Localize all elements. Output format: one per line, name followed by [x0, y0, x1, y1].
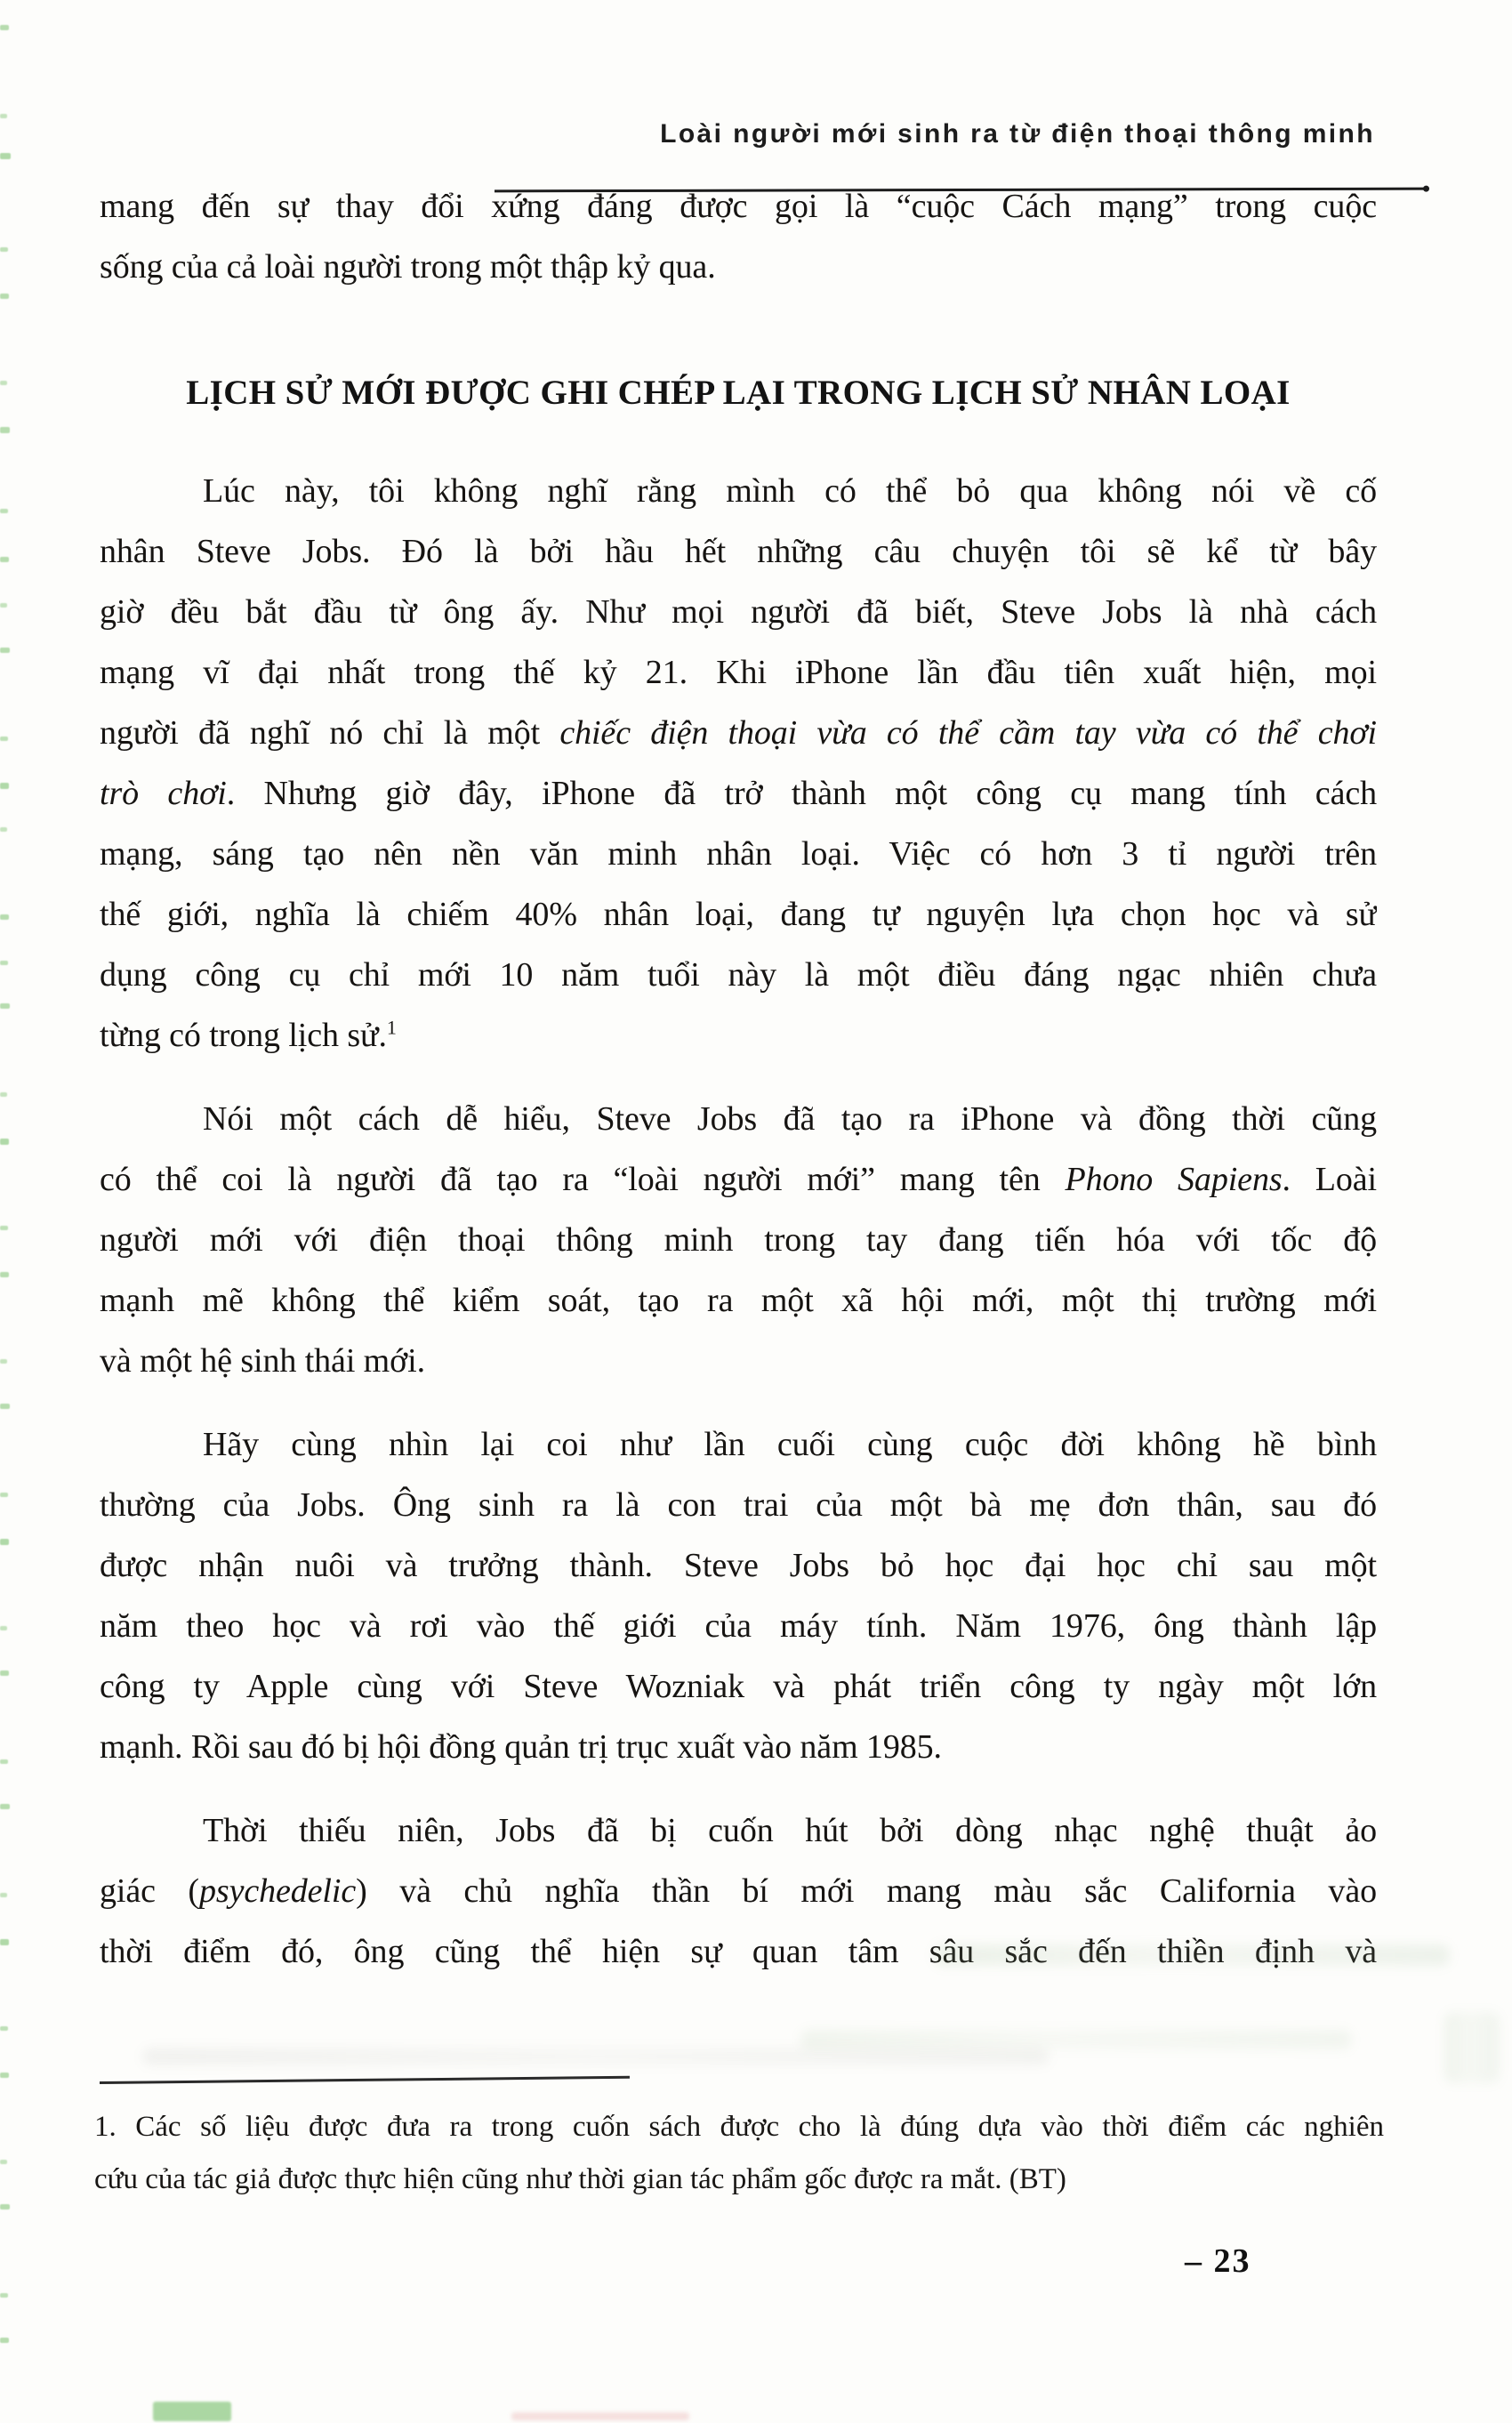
- page-edge-mark: [0, 25, 9, 30]
- bottom-green-mark: [153, 2402, 231, 2421]
- page-edge-mark: [0, 509, 8, 513]
- text-line: Thời thiếu niên, Jobs đã bị cuốn hút bởi dòng nhạc nghệ thuật ảo: [203, 1812, 1377, 1849]
- page-edge-mark: [0, 1670, 9, 1676]
- text-line: thế giới, nghĩa là chiếm 40% nhân loại, đang tự nguyện lựa chọn học và sử: [100, 896, 1377, 933]
- text-line: giác (psychedelic) và chủ nghĩa thần bí mới mang màu sắc California vào: [100, 1872, 1377, 1910]
- text-line: năm theo học và rơi vào thế giới của máy tính. Năm 1976, ông thành lập: [100, 1607, 1377, 1645]
- paragraph: [100, 1089, 1377, 1391]
- paragraph: [100, 1414, 1377, 1777]
- footnote: [94, 2101, 1384, 2206]
- section-heading: LỊCH SỬ MỚI ĐƯỢC GHI CHÉP LẠI TRONG LỊCH SỬ NHÂN LOẠI: [186, 374, 1291, 412]
- footnote-rule: [100, 2076, 630, 2084]
- text-line: người mới với điện thoại thông minh trong tay đang tiến hóa với tốc độ: [100, 1221, 1377, 1259]
- page-edge-mark: [0, 827, 7, 832]
- page-edge-mark: [0, 1804, 10, 1809]
- text-line: Lúc này, tôi không nghĩ rằng mình có thể bỏ qua không nói về cố: [203, 472, 1377, 510]
- text-line: mạng, sáng tạo nên nền văn minh nhân loại. Việc có hơn 3 tỉ người trên: [100, 835, 1377, 873]
- page-edge-mark: [0, 1359, 7, 1364]
- page-edge-mark: [0, 2338, 9, 2343]
- text-line: và một hệ sinh thái mới.: [100, 1342, 425, 1380]
- page-edge-mark: [0, 603, 7, 608]
- text-line: dụng công cụ chỉ mới 10 năm tuổi này là một điều đáng ngạc nhiên chưa: [100, 956, 1377, 994]
- page-edge-mark: [0, 557, 9, 562]
- text-line: thường của Jobs. Ông sinh ra là con trai của một bà mẹ đơn thân, sau đó: [100, 1486, 1377, 1524]
- text-line: mạnh. Rồi sau đó bị hội đồng quản trị trục xuất vào năm 1985.: [100, 1728, 942, 1766]
- footnote-line: cứu của tác giả được thực hiện cũng như thời gian tác phẩm gốc được ra mắt. (BT): [94, 2163, 1066, 2195]
- page-number: – 23: [1185, 2242, 1251, 2280]
- page-edge-mark: [0, 1539, 9, 1545]
- page-edge-mark: [0, 1139, 9, 1145]
- page-edge-mark: [0, 427, 10, 433]
- page-edge-mark: [0, 783, 9, 789]
- page-edge-mark: [0, 1759, 8, 1764]
- text-line: mạng vĩ đại nhất trong thế kỷ 21. Khi iPhone lần đầu tiên xuất hiện, mọi: [100, 654, 1377, 691]
- text-line: Nói một cách dễ hiểu, Steve Jobs đã tạo ra iPhone và đồng thời cũng: [203, 1100, 1377, 1138]
- paragraph: [100, 176, 1377, 297]
- text-line: Hãy cùng nhìn lại coi như lần cuối cùng cuộc đời không hề bình: [203, 1426, 1377, 1463]
- bleed-through-smudge: [142, 2048, 1050, 2065]
- page-edge-mark: [0, 1226, 8, 1230]
- running-header: Loài người mới sinh ra từ điện thoại thông minh: [660, 119, 1375, 149]
- text-line: có thể coi là người đã tạo ra “loài người mới” mang tên Phono Sapiens. Loài: [100, 1161, 1377, 1198]
- page-edge-mark: [0, 247, 8, 252]
- page-edge-mark: [0, 961, 8, 965]
- text-line: nhân Steve Jobs. Đó là bởi hầu hết những câu chuyện tôi sẽ kể từ bây: [100, 533, 1377, 570]
- page-edge-mark: [0, 2160, 7, 2164]
- text-line: người đã nghĩ nó chỉ là một chiếc điện thoại vừa có thể cầm tay vừa có thể chơi: [100, 714, 1377, 752]
- page-edge-mark: [0, 1493, 8, 1497]
- text-line: trò chơi. Nhưng giờ đây, iPhone đã trở thành một công cụ mang tính cách: [100, 775, 1377, 812]
- page-edge-mark: [0, 1272, 9, 1277]
- bottom-pink-smudge: [511, 2412, 689, 2420]
- page-edge-mark: [0, 114, 7, 118]
- page-edge-mark: [0, 914, 9, 920]
- paragraph: [100, 461, 1377, 1066]
- text-line: công ty Apple cùng với Steve Wozniak và phát triển công ty ngày một lớn: [100, 1668, 1377, 1705]
- text-line: thời điểm đó, ông cũng thể hiện sự quan tâm sâu sắc đến thiền định và: [100, 1933, 1377, 1970]
- bleed-through-smudge: [934, 1944, 1450, 1966]
- bleed-through-smudge: [1444, 2012, 1500, 2083]
- page-edge-mark: [0, 1893, 7, 1897]
- page-edge-mark: [0, 1404, 10, 1409]
- text-line: từng có trong lịch sử.$^1$: [100, 1016, 397, 1054]
- text-line: được nhận nuôi và trưởng thành. Steve Jobs bỏ học đại học chỉ sau một: [100, 1547, 1377, 1584]
- text-line: mang đến sự thay đổi xứng đáng được gọi là “cuộc Cách mạng” trong cuộc: [100, 188, 1377, 225]
- header-rule-dot: [1423, 186, 1429, 192]
- text-line: giờ đều bắt đầu từ ông ấy. Như mọi người đã biết, Steve Jobs là nhà cách: [100, 593, 1377, 631]
- page-edge-mark: [0, 1092, 7, 1097]
- page-edge-mark: [0, 153, 11, 159]
- page-edge-mark: [0, 1626, 7, 1630]
- page-edge-mark: [0, 1939, 9, 1945]
- page-edge-mark: [0, 2026, 8, 2031]
- body-text: [100, 176, 1377, 1982]
- page-edge-mark: [0, 294, 9, 299]
- page-edge-mark: [0, 381, 7, 385]
- footnote-line: 1. Các số liệu được đưa ra trong cuốn sách được cho là đúng dựa vào thời điểm các nghiên: [94, 2111, 1384, 2143]
- page-edge-mark: [0, 1003, 10, 1009]
- text-line: sống của cả loài người trong một thập kỷ qua.: [100, 248, 716, 286]
- bleed-through-smudge: [800, 2030, 1352, 2049]
- text-line: mạnh mẽ không thể kiểm soát, tạo ra một xã hội mới, một thị trường mới: [100, 1282, 1377, 1319]
- page-edge-mark: [0, 2293, 8, 2298]
- page-edge-mark: [0, 648, 10, 653]
- page-edge-mark: [0, 2204, 10, 2210]
- page-edge-mark: [0, 2073, 9, 2078]
- page-edge-mark: [0, 737, 8, 741]
